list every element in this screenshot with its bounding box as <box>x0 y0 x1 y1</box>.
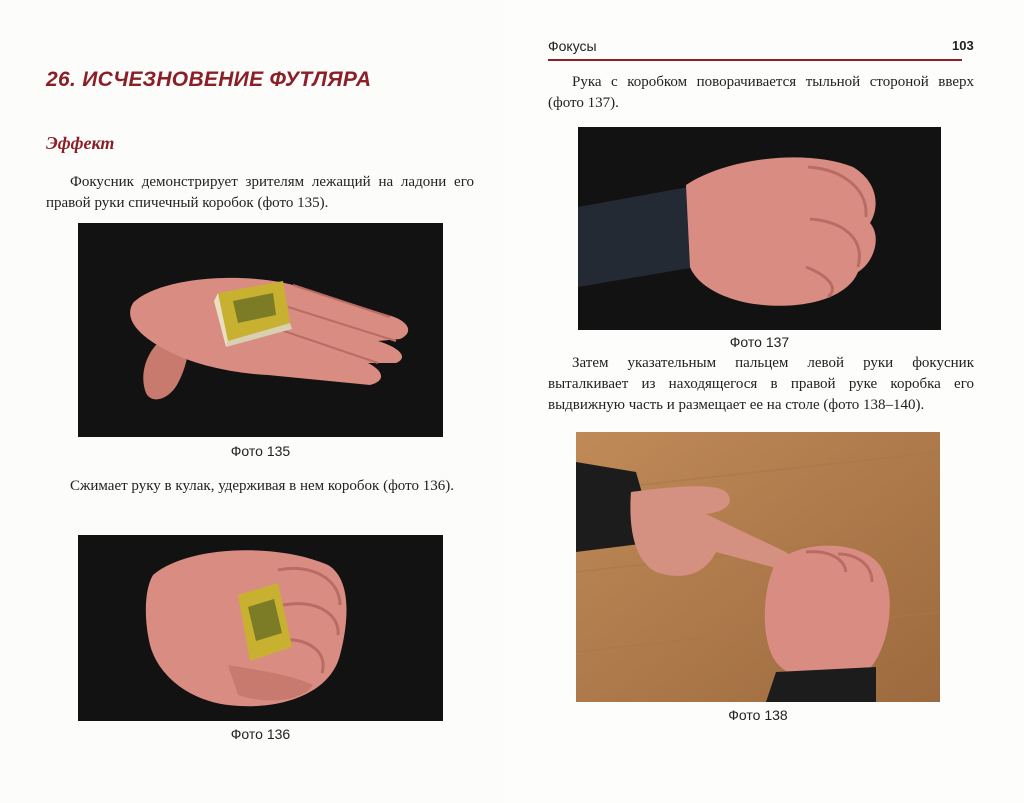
photo-138-caption: Фото 138 <box>728 707 788 723</box>
paragraph-intro <box>46 172 474 214</box>
running-head: Фокусы <box>548 38 597 54</box>
photo-137-caption: Фото 137 <box>729 334 790 350</box>
photo-135-caption: Фото 135 <box>230 443 291 459</box>
header-rule <box>548 59 962 61</box>
paragraph-fist <box>46 476 474 497</box>
photo-135 <box>78 223 443 437</box>
paragraph-push <box>548 353 974 416</box>
paragraph-push-text: Затем указательным пальцем левой руки фокусник выталкивает из находящегося в правой руке коробка его выдвижную часть и размещает ее на столе (фото 138–140). <box>548 355 974 413</box>
photo-136-caption: Фото 136 <box>230 726 291 742</box>
photo-136 <box>78 535 443 721</box>
photo-137 <box>578 127 941 330</box>
chapter-title: 26. ИСЧЕЗНОВЕНИЕ ФУТЛЯРА <box>46 68 372 91</box>
paragraph-fist-text: Сжимает руку в кулак, удерживая в нем коробок (фото 136). <box>70 478 454 494</box>
pushing-matchbox-drawer-image <box>576 432 940 702</box>
open-palm-with-matchbox-image <box>78 223 443 437</box>
photo-138 <box>576 432 940 702</box>
page-number: 103 <box>952 38 974 53</box>
paragraph-turn-text: Рука с коробком поворачивается тыльной стороной вверх (фото 137). <box>548 74 974 111</box>
section-title: Эффект <box>46 133 115 153</box>
back-of-fist-image <box>578 127 941 330</box>
left-page <box>0 0 505 803</box>
paragraph-intro-text: Фокусник демонстрирует зрителям лежащий на ладони его правой руки спичечный коробок (фото 135). <box>46 174 474 211</box>
fist-with-matchbox-image <box>78 535 443 721</box>
paragraph-turn <box>548 72 974 114</box>
